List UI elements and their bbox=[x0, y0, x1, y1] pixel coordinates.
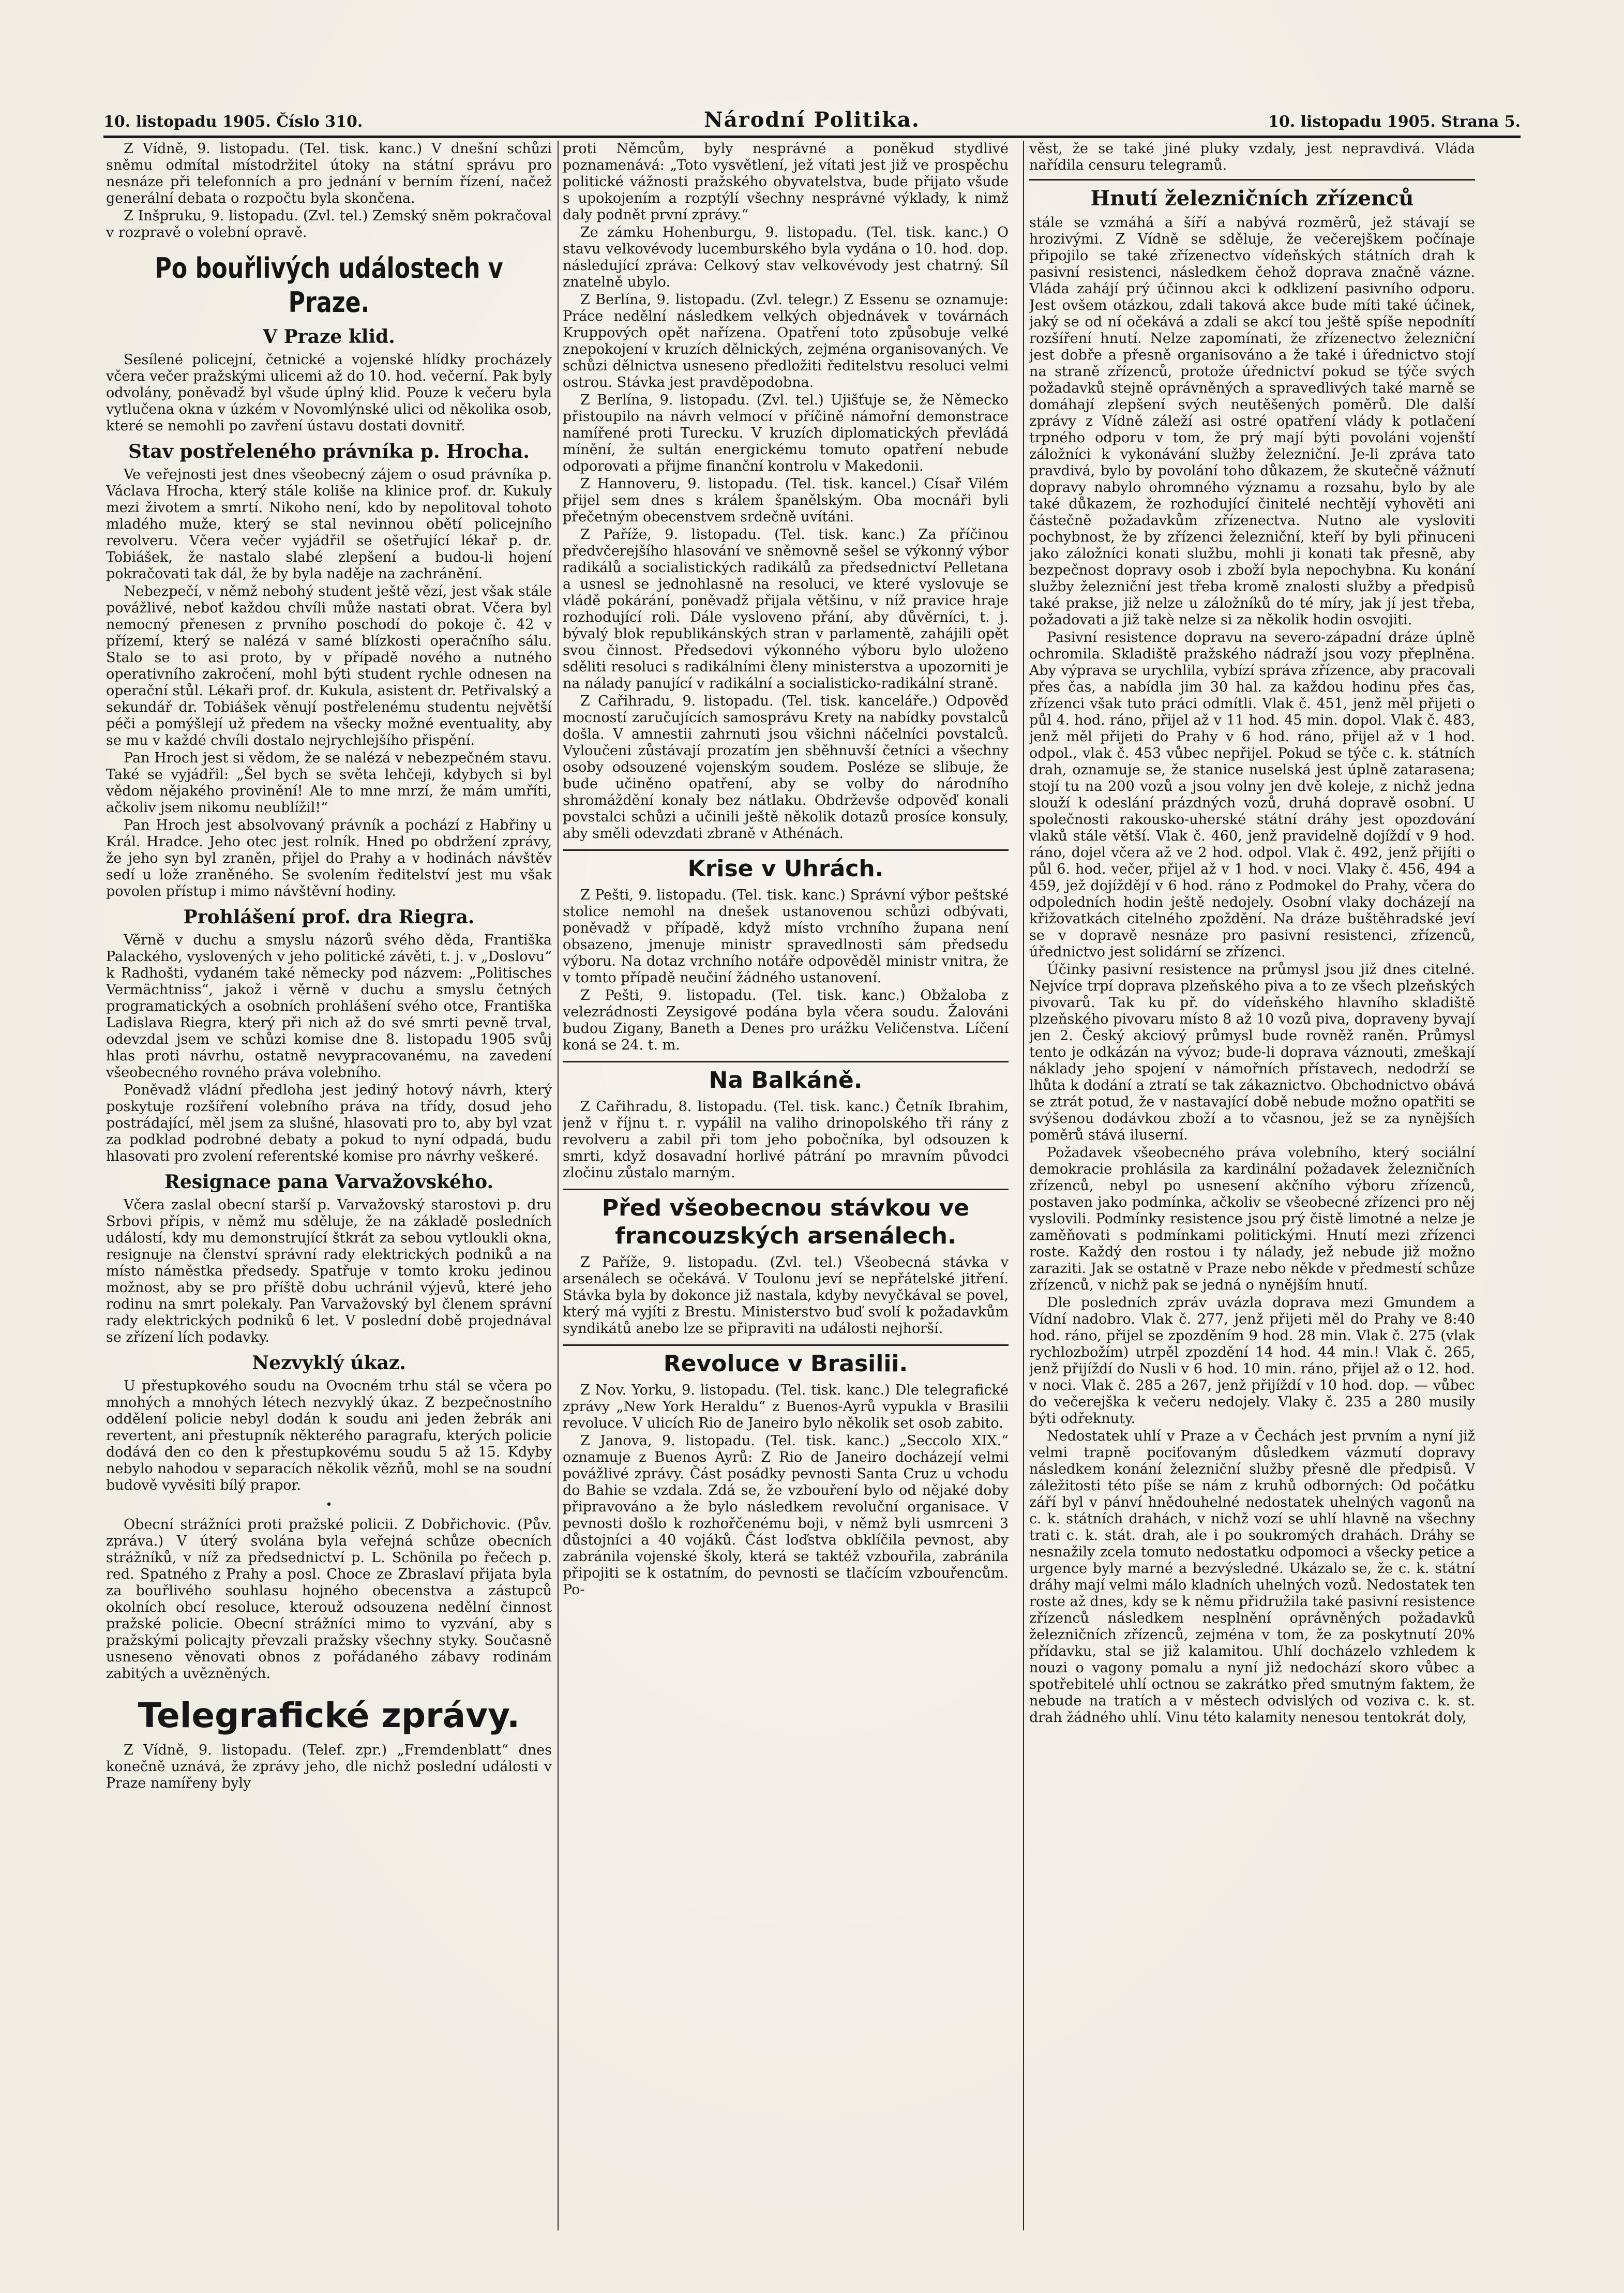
header-rule bbox=[103, 136, 1521, 138]
subheadline: Resignace pana Varvažovského. bbox=[164, 1171, 494, 1193]
header-date-page: 10. listopadu 1905. Strana 5. bbox=[1268, 113, 1521, 131]
headline: Revoluce v Brasilii. bbox=[563, 1344, 1009, 1378]
section-headline: Telegrafické zprávy. bbox=[138, 1696, 520, 1735]
column-divider bbox=[1023, 141, 1024, 2230]
column-3 bbox=[1029, 141, 1475, 2230]
article-paragraph: U přestupkového soudu na Ovocném trhu stál se včera po mnohých a mnohých létech nezvyklý úkaz. Z bezpečnostního oddělení policie nebyl dodán k soudu ani jeden žebrák ani revertent, ani přestupník některého paragrafu, kterých policie dodává den co den k přestupkovému soudu 5 až 15. Kdyby nebylo nahodou v separacích několik vězňů, mohl se na soudní budově vyvěsiti bílý prapor. bbox=[106, 1378, 552, 1493]
subheadline: Prohlášení prof. dra Riegra. bbox=[183, 906, 475, 928]
article-paragraph: Z Vídně, 9. listopadu. (Tel. tisk. kanc.) V dnešní schůzi sněmu odmítal místodržitel útoky na státní správu pro nesnáze při telefonních a pro jednání v berním řízení, načež generální debata o rozpočtu byla skončena. bbox=[106, 141, 552, 206]
subheadline: Stav postřeleného právníka p. Hrocha. bbox=[128, 441, 530, 462]
article-paragraph: Z Berlína, 9. listopadu. (Zvl. tel.) Ujišťuje se, že Německo přistoupilo na návrh velmocí v příčině námořní demonstrace namířené proti Turecku. V kruzích diplomatických převládá mínění, že sultán energickému tomuto opatření nebude odporovati a přijme finanční kontrolu v Makedonii. bbox=[563, 392, 1009, 474]
column-1 bbox=[106, 141, 552, 2230]
article-paragraph: Nedostatek uhlí v Praze a v Čechách jest prvním a nyní již velmi trapně pociťovaným důsledkem vázmutí dopravy následkem konání železniční služby přesně dle předpisů. V záležitosti této píše se nám z kruhů odborných: Od počátku září byl v pánví hnědouhelné nedostatek uhelných vagonů na c. k. státních drahách, v nichž vozí se uhlí hlavně na všechny trati c. k. stát. drah, ale i po soukromých drahách. Dráhy se nesnažily zcela tomuto nedostatku odpomoci a všecky petice a urgence byly marné a bezvýsledné. Ukázalo se, že c. k. státní dráhy mají velmi málo kladních uhelných vozů. Nedostatek ten roste až dnes, kdy se k němu přidružila také pasivní resistence zřízenců následkem nesplnění oprávněných požadavků železničních zřízenců, zejména v tom, že za poskytnutí 20% přídavku, stal se již kalamitou. Uhlí docházelo vzhledem k nouzi o vagony pomalu a nyní již nedochází skoro vůbec a spotřebitelé uhlí octnou se zakrátko před smutným faktem, že nebude na tratích a v městech odvislých od voziva c. k. st. drah žádného uhlí. Vinu této kalamity nenesou tentokrát doly, bbox=[1029, 1428, 1475, 1726]
subheadline: V Praze klid. bbox=[263, 326, 395, 348]
headline: Před všeobecnou stávkou ve francouzských arsenálech. bbox=[563, 1189, 1009, 1250]
article-paragraph: Z Nov. Yorku, 9. listopadu. (Tel. tisk. kanc.) Dle telegrafické zprávy „New York Heraldu“ z Buenos-Ayrů vypukla v Brasilii revoluce. V ulicích Rio de Janeiro bylo několik set osob zabito. bbox=[563, 1382, 1009, 1431]
article-paragraph: Z Janova, 9. listopadu. (Tel. tisk. kanc.) „Seccolo XIX.“ oznamuje z Buenos Ayrů: Z Rio de Janeiro docházejí velmi povážlivé zprávy. Část posádky pevnosti Santa Cruz u vchodu do Bahie se vzdala. Zdá se, že vzbouření bylo od nějaké doby připravováno a že bylo následkem revoluční organisace. V pevnosti došlo k rozhořčenému boji, v němž byli usmrceni 3 důstojníci a 40 vojáků. Část loďstva obklíčila pevnost, aby zabránila vojenské školy, která se taktéž vzbouřila, zabránila připojiti se k ostatním, do pevnosti se tlačícím vzbouřencům. Po- bbox=[563, 1433, 1009, 1598]
article-paragraph: Pasivní resistence dopravu na severo-západní dráze úplně ochromila. Skladiště pražského nádraží jsou vozy přeplněna. Aby výprava se urychlila, vybízí správa zřízence, aby pracovali přes čas, a nabídla jim 30 hal. za každou hodinu přes čas, zřízenci však tuto práci odmítli. Vlak č. 451, jenž měl přijeti o půl 4. hod. ráno, přijel až v 11 hod. 45 min. dopol. Vlak č. 483, jenž měl přijeti do Prahy v 6 hod. ráno, přijel až v 1 hod. odpol., vlak č. 453 vůbec nepřijel. Pokud se týče c. k. státních drah, oznamuje se, že stanice nuselská jest úplně zatarasena; stojí tu na 200 vozů a jsou volny jen dvě koleje, z nichž jedna slouží k odeslání prázdných vozů, druhá dopravě osobní. U společnosti rakousko-uherské státní dráhy jest opozdování vlaků stále větší. Vlak č. 460, jenž pravidelně dojíždí v 9 hod. ráno, dojel včera až ve 2 hod. odpol. Vlak č. 492, jenž přijíti o půl 6. hod. večer, přijel až v 1 hod. v noci. Vlaky č. 456, 494 a 459, jež dojíždějí v 6 hod. ráno z Podmokel do Prahy, včera do odpoledních hodin ještě nedojely. Osobní vlaky docházejí na křižovatkách citelného zpoždění. Na dráze buštěhradské jeví se v dopravě nesnáze pro pasivní resistenci, zřízenců, úřednictvo jest solidární se zřízenci. bbox=[1029, 630, 1475, 960]
header-date-issue: 10. listopadu 1905. Číslo 310. bbox=[103, 113, 363, 131]
subheadline: Nezvyklý úkaz. bbox=[252, 1352, 406, 1374]
article-paragraph: stále se vzmáhá a šíří a nabývá rozměrů, jež stávají se hrozivými. Z Vídně se sděluje, že večerejškem počínaje připojilo se také zřízenectvo vídeňských státních drah k pasivní resistenci, následkem čehož doprava značně vázne. Vláda zahájí prý účinnou akci k odklizení pasivního odporu. Jest ovšem otázkou, zdali taková akce bude míti také účinek, jaký se od ní očekává a zdali se akcí tou ještě spíše nepodnítí rozšíření hnutí. Nelze zapomínati, že zřízenectvo železniční jest dobře a přesně organisováno a že také i úřednictvo stojí na straně zřízenců, protože úřednictví pokud se týče svých požadavků stejně oprávněných a spravedlivých také marně se domáhají zlepšení svých neutěšených poměrů. Dle další zprávy z Vídně záleží asi ostré opatření vlády k potlačení trpného odporu v tom, že prý mají býti povoláni vojenští záložníci k vykonávání služby železniční. Je-li zpráva tato pravdivá, bylo by povolání toho důkazem, že skutečně vážnutí dopravy nabylo ohromného významu a rozsahu, bylo by ale také důkazem, že rozhodující činitelé nechtějí vyhověti ani částečně požadavkům zřízenectva. Nutno ale vysloviti pochybnost, že by zřízenci železniční, kteří by byli přinuceni jako záložníci konati službu, mohli ji konati tak přesně, aby bezpečnost dopravy osob i zboží byla nepochybna. Ku konání služby železniční jest třeba kromě znalosti služby a předpisů také prakse, již nelze u záložníků do té míry, jak jí jest třeba, požadovati a již takè nelze si za několik hodin osvojiti. bbox=[1029, 215, 1475, 628]
article-paragraph: Sesílené policejní, četnické a vojenské hlídky procházely včera večer pražskými ulicemi až do 10. hod. večerní. Pak byly odvolány, poněvadž byl všude úplný klid. Pouze k večeru byla vytlučena okna v úzkém v Novomlýnské ulici od několika osob, které se nemohli po zavření ústavu dostati dovnitř. bbox=[106, 352, 552, 434]
article-paragraph: Ve veřejnosti jest dnes všeobecný zájem o osud právníka p. Václava Hrocha, který stále koliše na klinice prof. dr. Kukuly mezi životem a smrtí. Nikoho není, kdo by nepolitoval tohoto mladého muže, který se stal nevinnou obětí policejního revolveru. Včera večer vyjádřil se ošetřující lékař p. dr. Tobiášek, že nastalo slabé zlepšení a budou-li hojení pokračovati tak dál, že by byla naděje na zachránění. bbox=[106, 467, 552, 582]
article-paragraph: Účinky pasivní resistence na průmysl jsou již dnes citelné. Nejvíce trpí doprava plzeňského piva a to ze všech plzeňských pivovarů. Tak ku př. do vídeňského hlavního skladiště plzeňského pivovaru místo 8 až 10 vozů piva, dopraveny byvají jen 2. Český akciový průmysl bude rovněž raněn. Průmysl tento je odkázán na vývoz; bude-li doprava váznouti, zmeškají náklady jeho spojení v námořních přístavech, nedodrží se lhůta k dodání a ztratí se tak zákaznictvo. Obchodnictvo obává se ztrát potud, že v nastavající době nebude možno opatřiti se svýšenou dodávkou zboží a to včasnou, jež se za nynějších poměrů stává iluserní. bbox=[1029, 962, 1475, 1143]
article-paragraph: Z Inšpruku, 9. listopadu. (Zvl. tel.) Zemský sněm pokračoval v rozpravě o volební opravě. bbox=[106, 208, 552, 241]
article-paragraph: Z Berlína, 9. listopadu. (Zvl. telegr.) Z Essenu se oznamuje: Práce nedělní následkem velkých objednávek v továrnách Kruppových opět nařízena. Opatření toto způsobuje velké znepokojení v kruzích dělnických, zejména organisovaných. Ve schůzi dělnictva usneseno předložiti ředitelstvu resoluci velmi ostrou. Stávka jest pravděpodobna. bbox=[563, 292, 1009, 391]
article-paragraph: Dle posledních zpráv uvázla doprava mezi Gmundem a Vídní nadobro. Vlak č. 277, jenž přijeti měl do Prahy ve 8:40 hod. ráno, přijel se zpozděním 9 hod. 28 min. Vlak č. 275 (vlak rychlozbožím) utrpěl zpozdění 14 hod. 44 min.! Vlak č. 265, jenž přijíždí do Nusli v 6 hod. 10 min. ráno, přijel až o 12. hod. v noci. Vlak č. 285 a 267, jenž přijíždí v 10 hod. dop. — vůbec do večerejška k večeru nedojely. Vlaky č. 235 a 280 musily býti odřeknuty. bbox=[1029, 1295, 1475, 1427]
masthead: Národní Politika. bbox=[704, 108, 920, 132]
article-paragraph: Z Vídně, 9. listopadu. (Telef. zpr.) „Fremdenblatt“ dnes konečně uznává, že zprávy jeho, dle nichž poslední události v Praze namířeny byly bbox=[106, 1742, 552, 1791]
article-paragraph: Z Cařihradu, 9. listopadu. (Tel. tisk. kanceláře.) Odpověď mocností zaručujících samosprávu Krety na nabídky povstalců došla. V amnestii zahrnuti jsou všichni náčelníci povstalců. Vyloučeni zůstávají prozatím jen sběhnuvší četníci a všechny osoby odsouzené vojenským soudem. Posléze se slibuje, že bude učiněno opatření, aby se volby do národního shromáždění konaly bez nátlaku. Obdrževše odpověď konali povstalci schůzi a učinili ještě několik dotazů prosíce konsuly, aby směli odevzdati zbraně v Athénách. bbox=[563, 693, 1009, 842]
article-paragraph: Z Pešti, 9. listopadu. (Tel. tisk. kanc.) Obžaloba z velezrádnosti Zeysigové podána byla včera soudu. Žalováni budou Zigany, Baneth a Denes pro urážku Veličenstva. Líčení koná se 24. t. m. bbox=[563, 987, 1009, 1053]
headline: Po bouřlivých událostech v Praze. bbox=[155, 252, 503, 319]
column-2 bbox=[563, 141, 1009, 2230]
page-header bbox=[103, 103, 1521, 140]
column-divider bbox=[558, 141, 559, 2230]
section-rule bbox=[1029, 179, 1475, 181]
separator-mark: • bbox=[325, 1498, 333, 1511]
headline: Hnutí železničních zřízenců bbox=[1090, 186, 1414, 211]
article-paragraph: Včera zaslal obecní starší p. Varvažovský starostovi p. dru Srbovi přípis, v němž mu sděluje, že na základě posledních událostí, kdy mu demonstrující štkrát za sebou vytloukli okna, resignuje na členství správní rady elektrických podniků a na místo náměstka předsedy. Spatřuje v tomto kroku jedinou možnost, aby se pro příště dobu uchránil výjevů, které jeho rodinu na smrt polekaly. Pan Varvažovský byl členem správní rady elektrických podniků 6 let. V poslední době projednával se zřízení lích podavky. bbox=[106, 1197, 552, 1345]
article-paragraph: Pan Hroch jest si vědom, že se nalézá v nebezpečném stavu. Také se vyjádřil: „Šel bych se světa lehčeji, kdybych si byl vědom nějakého provinění! Ale to mne mrzí, že mám umříti, ačkoliv jsem nikomu neublížil!“ bbox=[106, 750, 552, 816]
article-paragraph: Z Paříže, 9. listopadu. (Tel. tisk. kanc.) Za příčinou předvčerejšího hlasování ve sněmovně sešel se výkonný výbor radikálů a socialistických radikálů za předsednictví Pelletana a usnesl se jednohlasně na resoluci, ve které vyslovuje se vládě pokárání, poněvadž přijala většinu, v níž pravice hraje rozhodující roli. Dále vysloveno přání, aby důvěrníci, t. j. bývalý blok republikánských stran v parlamentě, zahájili opět svou činnost. Předsedovi výkonného výboru bylo uloženo sděliti resoluci s radikálními členy ministerstva a upozorniti je na nálady panující v radikální a socialisticko-radikální straně. bbox=[563, 527, 1009, 692]
article-paragraph: Z Hannoveru, 9. listopadu. (Tel. tisk. kancel.) Císař Vilém přijel sem dnes s králem španělským. Oba mocnáři byli přečetným obecenstvem srdečně uvítáni. bbox=[563, 476, 1009, 525]
headline: Na Balkáně. bbox=[563, 1061, 1009, 1095]
article-paragraph: proti Němcům, byly nesprávné a poněkud stydlivé poznamenává: „Toto vysvětlení, jež vítati jest již ve prospěchu politické vážnosti pražského obyvatelstva, bude přijato všude s upokojením a rozptýlí všechny nesprávné výklady, k nimž daly podnět první zprávy.“ bbox=[563, 141, 1009, 223]
article-paragraph: Věrně v duchu a smyslu názorů svého děda, Františka Palackého, vyslovených v jeho politické závěti, t. j. v „Doslovu“ k Radhošti, vydaném také německy pod názvem: „Politisches Vermächtniss“, jakož i věrně v duchu a smyslu četných programatických a osobních prohlášení svého otce, Františka Ladislava Riegra, který při nich až do své smrti pevně trval, odevzdal jsem ve schůzi komise dne 8. listopadu 1905 svůj hlas proti návrhu, ostatně nevypracovanému, na zavedení všeobecného rovného práva volebního. bbox=[106, 932, 552, 1081]
article-paragraph: Poněvadž vládní předloha jest jediný hotový návrh, který poskytuje rozšíření volebního práva na třídy, dosud jeho postrádající, měl jsem za slušné, hlasovati pro to, aby byl vzat za podklad podrobné debaty a pokud to nyní odpadá, budu hlasovati pro zvolení referentské komise pro návrhy veškeré. bbox=[106, 1082, 552, 1164]
article-paragraph: Požadavek všeobecného práva volebního, který sociální demokracie prohlásila za kardinální požadavek železničních zřízenců, nebyl po usnesení akčního výboru zřízenců, postaven jako podmínka, ačkoliv se všeobecné zřízenci pro něj vyslovili. Podmínky resistence jsou prý čistě limotné a nelze je zaměňovati s podmínkami politickými. Hnutí mezi zřízenci roste. Každý den rostou i ty nálady, jež nebude již možno zaraziti. Jak se ostatně v Praze nebo někde v předmestí schůze zřízenců, v nichž pak se jedná o nynějším hnutí. bbox=[1029, 1145, 1475, 1293]
article-paragraph: Ze zámku Hohenburgu, 9. listopadu. (Tel. tisk. kanc.) O stavu velkovévody lucemburského byla vydána o 10. hod. dop. následující zpráva: Celkový stav velkovévody jest chatrný. Síl znatelně ubylo. bbox=[563, 224, 1009, 290]
article-paragraph: Z Pešti, 9. listopadu. (Tel. tisk. kanc.) Správní výbor peštské stolice nemohl na dnešek ustanovenou schůzi odbývati, poněvadž v případě, když místo vrchního župana není obsazeno, jmenuje ministr spravedlnosti sám předsedu výboru. Na dotaz vrchního notáře odpověděl ministr vnitra, že v tomto případě neučiní žádného ustanovení. bbox=[563, 887, 1009, 986]
headline: Krise v Uhrách. bbox=[563, 849, 1009, 883]
article-paragraph: Z Paříže, 9. listopadu. (Zvl. tel.) Všeobecná stávka v arsenálech se očekává. V Toulonu jeví se nepřátelské jitření. Stávka byla by dokonce již nastala, kdyby nevyčkával se povel, který má vyjíti z Brestu. Ministerstvo buď svolí k požadavkům syndikátů anebo lze se připraviti na události nejhorší. bbox=[563, 1254, 1009, 1337]
article-paragraph: věst, že se také jiné pluky vzdaly, jest nepravdivá. Vláda nařídila censuru telegramů. bbox=[1029, 141, 1475, 173]
article-paragraph: Pan Hroch jest absolvovaný právník a pochází z Habřiny u Král. Hradce. Jeho otec jest rolník. Hned po obdržení zprávy, že jeho syn byl zraněn, přijel do Prahy a v hodinách návštěv sedí u lože zraněného. Se svolením ředitelství jest mu však povolen přístup i mimo návštěvní hodiny. bbox=[106, 817, 552, 900]
article-paragraph: Z Cařihradu, 8. listopadu. (Tel. tisk. kanc.) Četník Ibrahim, jenž v říjnu t. r. vypálil na valiho drinopolského tři rány z revolveru a zabil při tom jeho pobočníka, byl odsouzen k smrti, když dosavadní horlivé pátrání po mravním původci zločinu zůstalo marným. bbox=[563, 1099, 1009, 1181]
article-paragraph: Obecní strážníci proti pražské policii. Z Dobřichovic. (Pův. zpráva.) V úterý svolána byla veřejná schůze obecních strážníků, v níž za předsednictví p. L. Schönila po řečech p. red. Spatného z Prahy a posl. Choce ze Zbraslaví přijata byla za bouřlivého souhlasu hojného obecenstva a zástupců okolních obcí resoluce, kterouž odsouzena nedělní činnost pražské policie. Obecní strážníci mimo to vyzvání, aby s pražskými policajty převzali pražsky všechny styky. Současně usneseno věnovati obnos z pořádaného zábavy rodinám zabitých a uvězněných. bbox=[106, 1517, 552, 1682]
article-paragraph: Nebezpečí, v němž nebohý student ještě vězí, jest však stále povážlivé, neboť každou chvíli může nastati obrat. Včera byl nemocný přenesen z prvního poschodí do pokoje č. 42 v přízemí, který se nalézá v samé blízkosti operačního sálu. Stalo se to asi proto, by v případě nového a nutného operativního zakročení, mohl býti student rychle odnesen na operační stůl. Lékaři prof. dr. Kukula, asistent dr. Petřivalský a sekundář dr. Tobiášek věnují postřelenému studentu největší péči a pomýšlejí už předem na všecky možné eventuality, aby se mu v každé chvíli dostalo nejrychlejšího přispění. bbox=[106, 583, 552, 748]
